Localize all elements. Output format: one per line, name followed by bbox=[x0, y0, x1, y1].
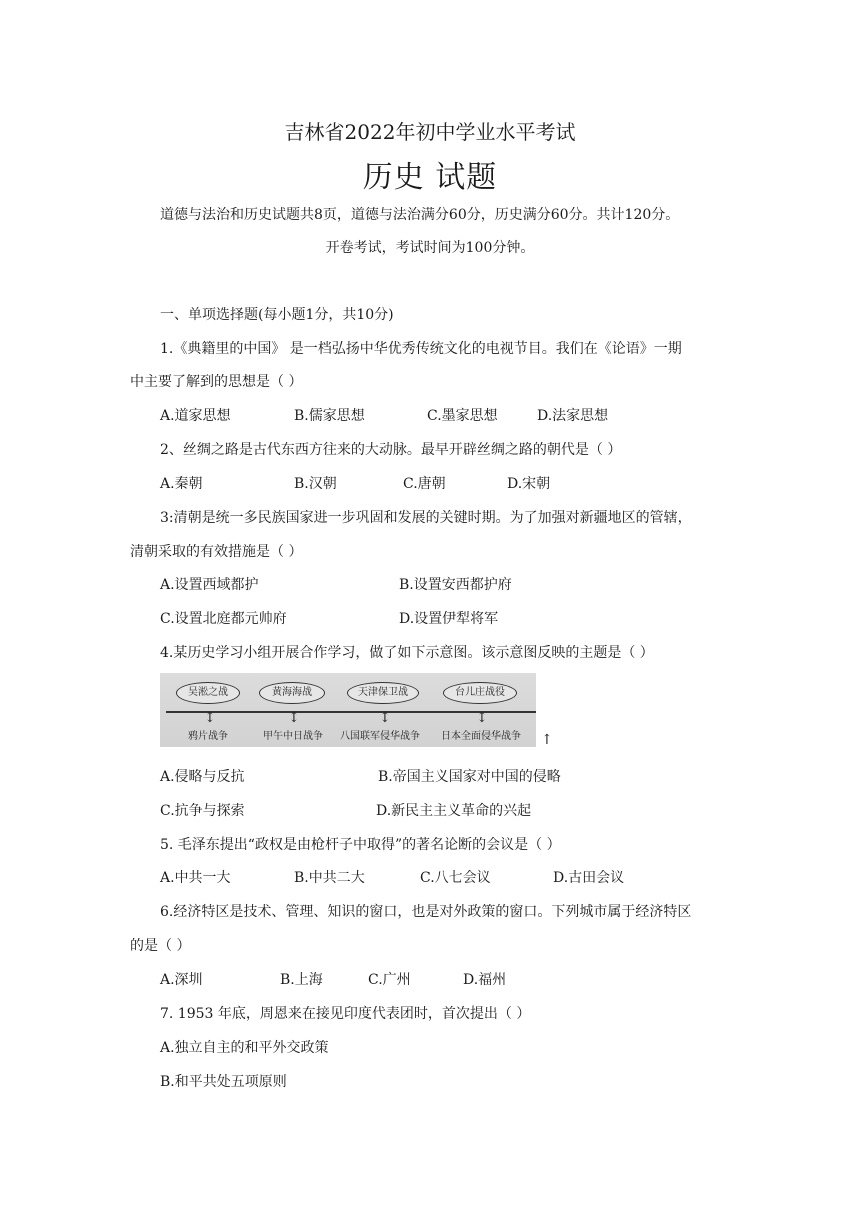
q5-option-a: A.中共一大 bbox=[160, 870, 231, 886]
question-3-text: 3:清朝是统一多民族国家进一步巩固和发展的关键时期。为了加强对新疆地区的管辖， bbox=[160, 510, 692, 526]
q6-option-d: D.福州 bbox=[463, 972, 507, 988]
question-1-text: 1.《典籍里的中国》 是一档弘扬中华优秀传统文化的电视节目。我们在《论语》一期 bbox=[160, 341, 682, 357]
war-label: 鸦片战争 bbox=[188, 731, 228, 742]
q4-option-d: D.新民主主义革命的兴起 bbox=[376, 803, 532, 819]
question-6-text-cont: 的是（ ） bbox=[130, 938, 191, 954]
q1-option-a: A.道家思想 bbox=[160, 408, 231, 424]
double-arrow-icon: ↕ bbox=[379, 710, 391, 726]
q7-option-b: B.和平共处五项原则 bbox=[160, 1074, 287, 1090]
q3-option-b: B.设置安西都护府 bbox=[399, 577, 512, 593]
question-2-text: 2、丝绸之路是古代东西方往来的大动脉。最早开辟丝绸之路的朝代是（ ） bbox=[160, 442, 622, 458]
q6-option-a: A.深圳 bbox=[160, 972, 203, 988]
double-arrow-icon: ↕ bbox=[204, 710, 216, 726]
page-title: 吉林省2022年初中学业水平考试 bbox=[284, 120, 576, 144]
q4-option-a: A.侵略与反抗 bbox=[160, 769, 245, 785]
battle-label: 黄海海战 bbox=[259, 682, 325, 704]
q7-option-a: A.独立自主的和平外交政策 bbox=[160, 1040, 329, 1056]
q2-option-a: A.秦朝 bbox=[160, 476, 203, 492]
q3-option-c: C.设置北庭都元帅府 bbox=[160, 611, 287, 627]
war-label: 八国联军侵华战争 bbox=[340, 731, 420, 742]
q1-option-d: D.法家思想 bbox=[537, 408, 609, 424]
q2-option-c: C.唐朝 bbox=[403, 476, 446, 492]
battle-label: 吴淞之战 bbox=[176, 682, 240, 704]
double-arrow-icon: ↕ bbox=[476, 710, 488, 726]
q1-option-b: B.儒家思想 bbox=[294, 408, 365, 424]
battle-label: 台儿庄战役 bbox=[443, 682, 517, 704]
q2-option-d: D.宋朝 bbox=[507, 476, 551, 492]
question-5-text: 5. 毛泽东提出“政权是由枪杆子中取得”的著名论断的会议是（ ） bbox=[160, 837, 561, 853]
question-4-text: 4.某历史学习小组开展合作学习，做了如下示意图。该示意图反映的主题是（ ） bbox=[160, 645, 654, 661]
q2-option-b: B.汉朝 bbox=[294, 476, 337, 492]
question-6-text: 6.经济特区是技术、管理、知识的窗口，也是对外政策的窗口。下列城市属于经济特区 bbox=[160, 904, 692, 920]
q6-option-c: C.广州 bbox=[368, 972, 411, 988]
q6-option-b: B.上海 bbox=[280, 972, 323, 988]
war-label: 日本全面侵华战争 bbox=[441, 731, 521, 742]
intro-line-1: 道德与法治和历史试题共8页，道德与法治满分60分，历史满分60分。共计120分。 bbox=[160, 207, 680, 223]
q5-option-c: C.八七会议 bbox=[420, 870, 491, 886]
battle-label: 天津保卫战 bbox=[347, 682, 419, 704]
section-heading: 一、单项选择题(每小题1分，共10分) bbox=[160, 307, 394, 323]
question-7-text: 7. 1953 年底，周恩来在接见印度代表团时，首次提出（ ） bbox=[160, 1006, 531, 1022]
question-1-text-cont: 中主要了解到的思想是（ ） bbox=[130, 374, 303, 390]
war-label: 甲午中日战争 bbox=[263, 731, 323, 742]
q5-option-d: D.古田会议 bbox=[553, 870, 625, 886]
q3-option-d: D.设置伊犁将军 bbox=[399, 611, 499, 627]
question-3-text-cont: 清朝采取的有效措施是（ ） bbox=[130, 544, 303, 560]
double-arrow-icon: ↕ bbox=[288, 710, 300, 726]
q5-option-b: B.中共二大 bbox=[294, 870, 365, 886]
subject-title: 历史 试题 bbox=[362, 160, 498, 195]
q4-option-c: C.抗争与探索 bbox=[160, 803, 245, 819]
q3-option-a: A.设置西域都护 bbox=[160, 577, 259, 593]
timeline-figure bbox=[160, 673, 536, 747]
intro-line-2: 开卷考试，考试时间为100分钟。 bbox=[325, 240, 535, 256]
q4-option-b: B.帝国主义国家对中国的侵略 bbox=[378, 769, 561, 785]
up-arrow-icon: ↑ bbox=[541, 732, 553, 748]
q1-option-c: C.墨家思想 bbox=[427, 408, 498, 424]
